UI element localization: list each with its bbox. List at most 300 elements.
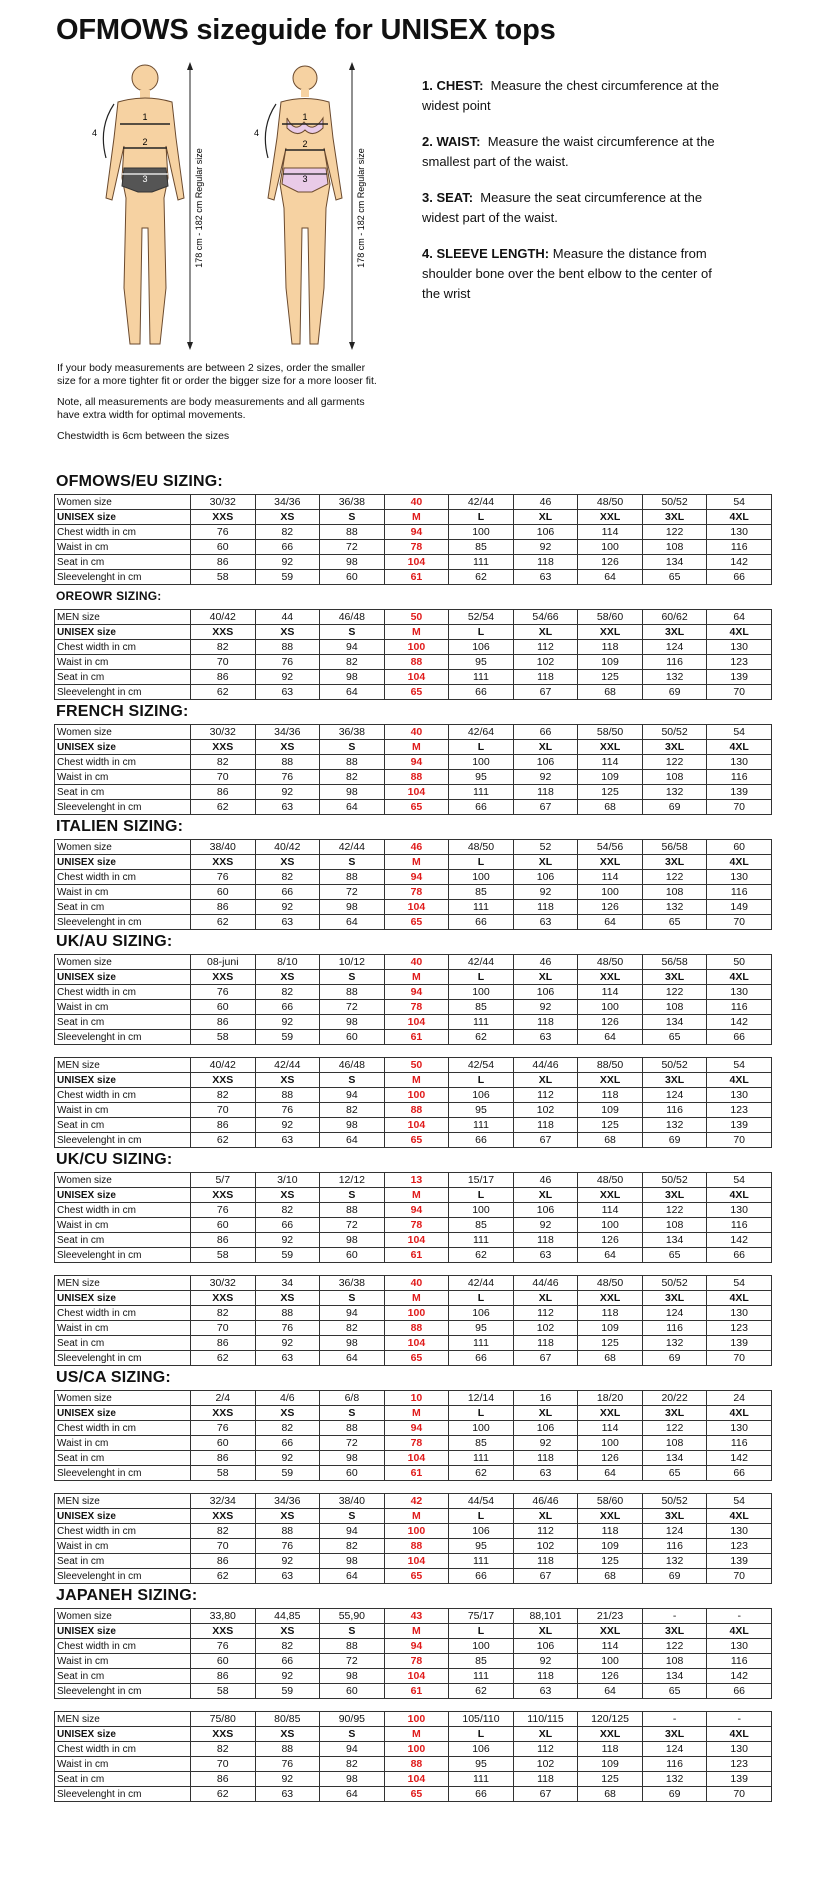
table-cell: 3/10 (255, 1173, 320, 1188)
table-cell: 32/34 (191, 1494, 256, 1509)
table-cell: 123 (707, 1321, 772, 1336)
table-cell: 130 (707, 1639, 772, 1654)
size-table (54, 724, 772, 815)
size-m-cell: M (384, 510, 449, 525)
table-cell: 54 (707, 1276, 772, 1291)
table-cell: 66 (707, 570, 772, 585)
table-cell: S (320, 1188, 385, 1203)
table-cell: XL (513, 855, 578, 870)
table-cell: 94 (320, 1088, 385, 1103)
table-row (55, 1554, 772, 1569)
table-cell: 106 (513, 870, 578, 885)
table-cell: 92 (255, 785, 320, 800)
size-m-cell: M (384, 1073, 449, 1088)
table-cell: 130 (707, 640, 772, 655)
table-cell: 8/10 (255, 955, 320, 970)
row-label: Seat in cm (55, 1015, 191, 1030)
row-label: UNISEX size (55, 1406, 191, 1421)
table-cell: 44 (255, 610, 320, 625)
table-cell: 132 (642, 785, 707, 800)
table-cell: 92 (513, 770, 578, 785)
table-cell: 66 (255, 1654, 320, 1669)
table-cell: 132 (642, 900, 707, 915)
table-cell: 82 (255, 1203, 320, 1218)
table-cell: 100 (449, 1203, 514, 1218)
table-cell: 68 (578, 685, 643, 700)
table-row (55, 985, 772, 1000)
table-cell: 62 (191, 1133, 256, 1148)
table-cell: 106 (449, 640, 514, 655)
size-table (54, 494, 772, 585)
table-cell: - (707, 1712, 772, 1727)
table-cell: 118 (513, 1118, 578, 1133)
table-cell: XXL (578, 970, 643, 985)
figure-label-1-female: 1 (302, 112, 308, 122)
table-cell: L (449, 1073, 514, 1088)
table-cell: 120/125 (578, 1712, 643, 1727)
table-cell: S (320, 625, 385, 640)
table-cell: 102 (513, 655, 578, 670)
table-cell: XXS (191, 1406, 256, 1421)
table-cell: XXS (191, 510, 256, 525)
table-cell: 100 (578, 1218, 643, 1233)
table-cell: 98 (320, 900, 385, 915)
table-cell: 132 (642, 1336, 707, 1351)
table-cell: 111 (449, 670, 514, 685)
table-cell: 118 (513, 1554, 578, 1569)
table-row (55, 1291, 772, 1306)
table-cell: 88 (255, 640, 320, 655)
table-cell: 126 (578, 1669, 643, 1684)
table-cell: 102 (513, 1321, 578, 1336)
table-cell: 33,80 (191, 1609, 256, 1624)
table-cell: 48/50 (578, 1276, 643, 1291)
size-m-cell: 78 (384, 1654, 449, 1669)
table-cell: 94 (320, 640, 385, 655)
row-label: Chest width in cm (55, 1421, 191, 1436)
table-row (55, 840, 772, 855)
table-cell: 106 (449, 1742, 514, 1757)
table-cell: 98 (320, 1772, 385, 1787)
table-cell: 86 (191, 900, 256, 915)
table-cell: 76 (191, 525, 256, 540)
table-cell: 62 (191, 915, 256, 930)
table-cell: 118 (513, 1669, 578, 1684)
table-cell: L (449, 740, 514, 755)
section-title: OREOWR SIZING: (56, 589, 162, 603)
table-cell: 112 (513, 640, 578, 655)
row-label: Seat in cm (55, 670, 191, 685)
size-m-cell: 94 (384, 870, 449, 885)
table-row (55, 1684, 772, 1699)
table-cell: 60 (320, 1466, 385, 1481)
table-row (55, 785, 772, 800)
table-cell: 86 (191, 670, 256, 685)
table-cell: 65 (642, 1684, 707, 1699)
table-cell: 132 (642, 670, 707, 685)
table-cell: 62 (449, 570, 514, 585)
table-cell: 66 (449, 1133, 514, 1148)
table-cell: 130 (707, 1088, 772, 1103)
table-cell: 82 (320, 1321, 385, 1336)
table-cell: 63 (255, 1569, 320, 1584)
table-cell: 130 (707, 985, 772, 1000)
size-m-cell: 104 (384, 555, 449, 570)
row-label: Seat in cm (55, 900, 191, 915)
size-m-cell: 94 (384, 1203, 449, 1218)
instruction-chest: 1. CHEST: Measure the chest circumference at the widest point (422, 78, 719, 113)
row-label: Waist in cm (55, 1757, 191, 1772)
section-title: JAPANEH SIZING: (56, 1587, 198, 1604)
table-cell: 98 (320, 1554, 385, 1569)
table-cell: 98 (320, 785, 385, 800)
size-m-cell: M (384, 970, 449, 985)
table-cell: XS (255, 1291, 320, 1306)
table-cell: 59 (255, 570, 320, 585)
size-m-cell: M (384, 1727, 449, 1742)
table-cell: 92 (255, 900, 320, 915)
table-cell: XXL (578, 1509, 643, 1524)
row-label: MEN size (55, 1712, 191, 1727)
size-notes (57, 362, 377, 451)
table-cell: 98 (320, 1669, 385, 1684)
table-row (55, 770, 772, 785)
note-between-sizes: If your body measurements are between 2 sizes, order the smaller size for a more tighter fit or order the bigger size for a more looser fit. (57, 362, 377, 387)
table-cell: 98 (320, 1336, 385, 1351)
row-label: Seat in cm (55, 1554, 191, 1569)
table-cell: XS (255, 1624, 320, 1639)
table-cell: 109 (578, 655, 643, 670)
table-cell: 50/52 (642, 725, 707, 740)
size-m-cell: 65 (384, 1787, 449, 1802)
row-label: UNISEX size (55, 625, 191, 640)
table-cell: 36/38 (320, 1276, 385, 1291)
table-cell: 82 (191, 1306, 256, 1321)
size-table (54, 1608, 772, 1699)
table-cell: 4XL (707, 1509, 772, 1524)
table-cell: 134 (642, 1015, 707, 1030)
row-label: UNISEX size (55, 1509, 191, 1524)
table-cell: S (320, 1073, 385, 1088)
table-cell: XXS (191, 1073, 256, 1088)
table-cell: 134 (642, 1233, 707, 1248)
row-label: Women size (55, 840, 191, 855)
table-cell: L (449, 855, 514, 870)
table-cell: 118 (578, 640, 643, 655)
table-row (55, 1787, 772, 1802)
table-cell: 72 (320, 1218, 385, 1233)
table-row (55, 1351, 772, 1366)
size-m-cell: 78 (384, 1436, 449, 1451)
table-cell: XXL (578, 1727, 643, 1742)
table-row (55, 570, 772, 585)
table-cell: 92 (255, 1233, 320, 1248)
table-cell: 64 (320, 685, 385, 700)
table-cell: 82 (320, 1757, 385, 1772)
female-figure-illustration (254, 62, 366, 350)
table-cell: 108 (642, 1218, 707, 1233)
row-label: Sleevelenght in cm (55, 1466, 191, 1481)
table-cell: 116 (642, 1757, 707, 1772)
row-label: Sleevelenght in cm (55, 685, 191, 700)
row-label: Seat in cm (55, 1118, 191, 1133)
table-cell: 109 (578, 1321, 643, 1336)
table-cell: 76 (191, 1421, 256, 1436)
instruction-waist: 2. WAIST: Measure the waist circumference at the smallest part of the waist. (422, 134, 715, 169)
table-cell: 98 (320, 1233, 385, 1248)
row-label: UNISEX size (55, 510, 191, 525)
table-cell: 102 (513, 1103, 578, 1118)
table-cell: 114 (578, 1203, 643, 1218)
row-label: Chest width in cm (55, 985, 191, 1000)
table-cell: XS (255, 1727, 320, 1742)
table-cell: 76 (191, 1203, 256, 1218)
table-cell: 66 (449, 800, 514, 815)
section-title: UK/AU SIZING: (56, 933, 173, 950)
table-cell: 75/17 (449, 1609, 514, 1624)
table-cell: 08-juni (191, 955, 256, 970)
table-cell: 125 (578, 670, 643, 685)
table-cell: XXL (578, 740, 643, 755)
row-label: Waist in cm (55, 1000, 191, 1015)
table-cell: 118 (513, 670, 578, 685)
table-cell: 70 (707, 800, 772, 815)
table-cell: 122 (642, 1203, 707, 1218)
table-cell: XXS (191, 855, 256, 870)
table-cell: 116 (642, 655, 707, 670)
table-cell: 106 (449, 1306, 514, 1321)
size-m-cell: 61 (384, 1248, 449, 1263)
table-cell: 20/22 (642, 1391, 707, 1406)
table-cell: 122 (642, 755, 707, 770)
table-cell: 46/46 (513, 1494, 578, 1509)
table-cell: XS (255, 1406, 320, 1421)
table-cell: 62 (449, 1684, 514, 1699)
table-cell: 70 (191, 1103, 256, 1118)
table-cell: 50/52 (642, 495, 707, 510)
size-m-cell: M (384, 1291, 449, 1306)
table-row (55, 1000, 772, 1015)
table-cell: 118 (578, 1524, 643, 1539)
table-cell: L (449, 1624, 514, 1639)
table-cell: 108 (642, 540, 707, 555)
table-cell: 44,85 (255, 1609, 320, 1624)
size-m-cell: 65 (384, 1569, 449, 1584)
table-cell: 44/54 (449, 1494, 514, 1509)
table-row (55, 625, 772, 640)
table-cell: 111 (449, 1451, 514, 1466)
table-cell: 86 (191, 1669, 256, 1684)
table-cell: 58/60 (578, 1494, 643, 1509)
table-cell: L (449, 1406, 514, 1421)
table-cell: 36/38 (320, 725, 385, 740)
table-cell: 64 (578, 1248, 643, 1263)
table-cell: 100 (449, 755, 514, 770)
table-row (55, 1118, 772, 1133)
row-label: Waist in cm (55, 1103, 191, 1118)
table-cell: 54/56 (578, 840, 643, 855)
table-cell: 85 (449, 540, 514, 555)
size-m-cell: 104 (384, 1554, 449, 1569)
table-cell: 122 (642, 525, 707, 540)
table-cell: 56/58 (642, 840, 707, 855)
table-cell: 112 (513, 1088, 578, 1103)
table-cell: 108 (642, 770, 707, 785)
row-label: Chest width in cm (55, 1639, 191, 1654)
table-cell: 139 (707, 1772, 772, 1787)
size-m-cell: M (384, 625, 449, 640)
table-cell: 88,101 (513, 1609, 578, 1624)
table-gap (54, 1263, 774, 1275)
row-label: Sleevelenght in cm (55, 1248, 191, 1263)
table-cell: S (320, 1624, 385, 1639)
table-cell: 66 (449, 685, 514, 700)
table-cell: 116 (707, 1436, 772, 1451)
table-cell: 42/44 (449, 495, 514, 510)
section-title: FRENCH SIZING: (56, 703, 189, 720)
table-cell: 42/44 (255, 1058, 320, 1073)
table-cell: 62 (449, 1030, 514, 1045)
table-cell: 50/52 (642, 1058, 707, 1073)
table-cell: 64 (578, 570, 643, 585)
table-cell: 95 (449, 1321, 514, 1336)
table-row (55, 1088, 772, 1103)
table-cell: 100 (578, 1436, 643, 1451)
table-cell: 82 (320, 1103, 385, 1118)
row-label: UNISEX size (55, 1624, 191, 1639)
table-cell: 106 (513, 1639, 578, 1654)
table-row (55, 685, 772, 700)
row-label: Chest width in cm (55, 1742, 191, 1757)
table-cell: 86 (191, 1118, 256, 1133)
table-cell: XS (255, 855, 320, 870)
row-label: Seat in cm (55, 1233, 191, 1248)
table-row (55, 1712, 772, 1727)
table-cell: 66 (707, 1248, 772, 1263)
figure-label-2: 2 (142, 137, 148, 147)
table-cell: 63 (255, 685, 320, 700)
table-cell: XL (513, 1509, 578, 1524)
row-label: Chest width in cm (55, 1088, 191, 1103)
sizing-sections (54, 470, 774, 1802)
table-cell: 58/60 (578, 610, 643, 625)
table-cell: 76 (255, 1757, 320, 1772)
table-cell: XL (513, 1727, 578, 1742)
table-cell: S (320, 970, 385, 985)
table-row (55, 1015, 772, 1030)
table-cell: 126 (578, 555, 643, 570)
table-cell: 118 (513, 1451, 578, 1466)
size-m-cell: 88 (384, 1539, 449, 1554)
table-cell: 130 (707, 1524, 772, 1539)
row-label: Sleevelenght in cm (55, 570, 191, 585)
table-cell: 46 (513, 1173, 578, 1188)
table-cell: 102 (513, 1757, 578, 1772)
table-cell: 98 (320, 670, 385, 685)
table-cell: 86 (191, 1233, 256, 1248)
table-cell: 46 (513, 955, 578, 970)
table-row (55, 740, 772, 755)
table-cell: 118 (578, 1306, 643, 1321)
table-cell: 100 (578, 540, 643, 555)
table-cell: 92 (513, 885, 578, 900)
table-cell: 114 (578, 870, 643, 885)
row-label: Sleevelenght in cm (55, 915, 191, 930)
table-row (55, 725, 772, 740)
table-cell: 63 (513, 570, 578, 585)
table-cell: S (320, 510, 385, 525)
table-cell: 40/42 (255, 840, 320, 855)
size-m-cell: 104 (384, 1772, 449, 1787)
table-cell: 94 (320, 1306, 385, 1321)
table-cell: 69 (642, 1787, 707, 1802)
table-cell: 44/46 (513, 1276, 578, 1291)
table-cell: XL (513, 970, 578, 985)
row-label: Sleevelenght in cm (55, 1030, 191, 1045)
size-table (54, 839, 772, 930)
table-cell: S (320, 1727, 385, 1742)
table-cell: 70 (191, 1321, 256, 1336)
row-label: Waist in cm (55, 655, 191, 670)
table-cell: 65 (642, 1030, 707, 1045)
table-row (55, 1436, 772, 1451)
table-cell: 92 (513, 1436, 578, 1451)
table-cell: 72 (320, 1436, 385, 1451)
table-cell: 76 (255, 1539, 320, 1554)
table-cell: XL (513, 510, 578, 525)
size-m-cell: 42 (384, 1494, 449, 1509)
table-row (55, 1218, 772, 1233)
table-cell: 6/8 (320, 1391, 385, 1406)
table-cell: 132 (642, 1772, 707, 1787)
table-cell: 98 (320, 1015, 385, 1030)
table-row (55, 1669, 772, 1684)
table-cell: 59 (255, 1248, 320, 1263)
table-row (55, 1188, 772, 1203)
table-cell: 82 (320, 1539, 385, 1554)
row-label: UNISEX size (55, 1188, 191, 1203)
table-row (55, 1466, 772, 1481)
table-cell: 123 (707, 1539, 772, 1554)
table-gap (54, 1481, 774, 1493)
table-row (55, 655, 772, 670)
table-cell: 86 (191, 1554, 256, 1569)
table-cell: XXS (191, 1291, 256, 1306)
table-cell: 92 (255, 1772, 320, 1787)
row-label: Sleevelenght in cm (55, 1569, 191, 1584)
table-cell: 4XL (707, 1188, 772, 1203)
table-cell: 54 (707, 1173, 772, 1188)
table-cell: 122 (642, 870, 707, 885)
table-cell: 118 (513, 1336, 578, 1351)
table-cell: 4XL (707, 1727, 772, 1742)
table-cell: 123 (707, 1103, 772, 1118)
table-cell: 67 (513, 1569, 578, 1584)
table-cell: 3XL (642, 1188, 707, 1203)
table-cell: 3XL (642, 740, 707, 755)
table-cell: 62 (191, 1569, 256, 1584)
table-cell: 66 (255, 1436, 320, 1451)
table-cell: 66 (707, 1684, 772, 1699)
size-m-cell: 10 (384, 1391, 449, 1406)
table-cell: 52/54 (449, 610, 514, 625)
row-label: Sleevelenght in cm (55, 1133, 191, 1148)
table-cell: 63 (255, 800, 320, 815)
size-m-cell: M (384, 1406, 449, 1421)
height-label-female: 178 cm - 182 cm Regular size (356, 148, 366, 268)
table-cell: 40/42 (191, 610, 256, 625)
table-cell: 60 (191, 1000, 256, 1015)
